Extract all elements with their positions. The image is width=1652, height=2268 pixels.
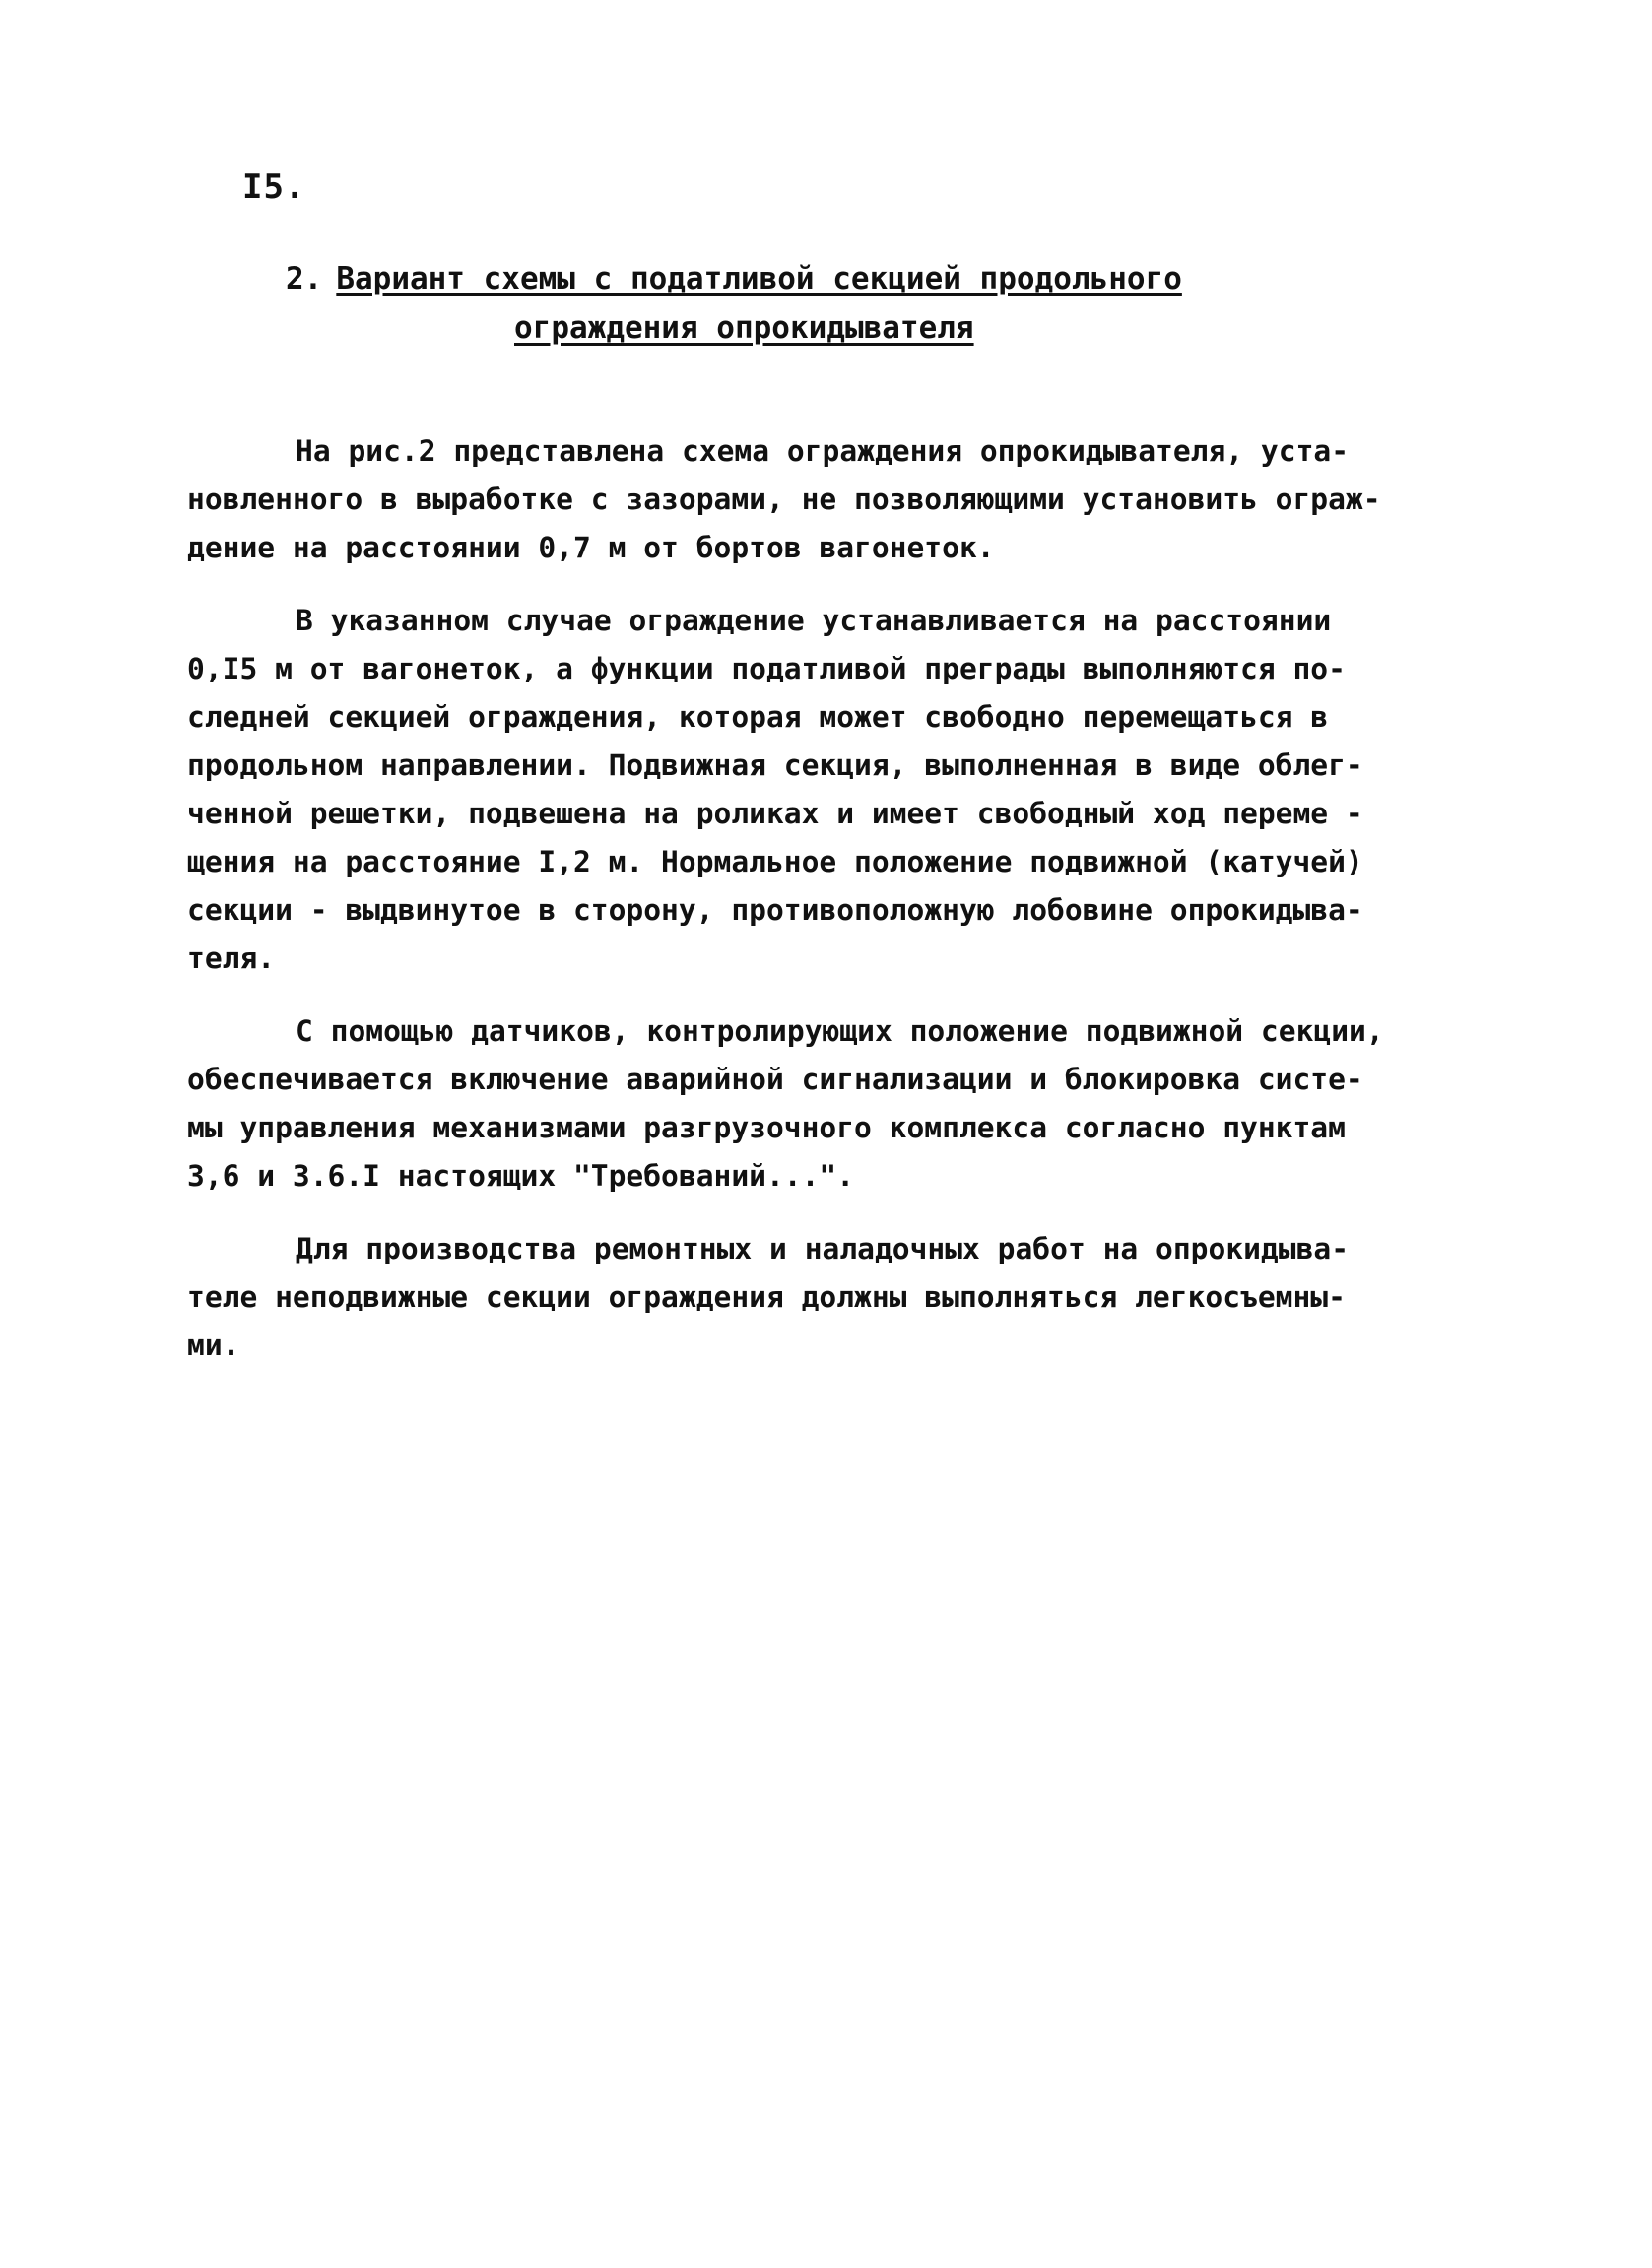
paragraph-1 (187, 427, 1497, 572)
text-line: мы управления механизмами разгрузочного комплекса согласно пунктам (187, 1111, 1346, 1144)
text-line: щения на расстояние I,2 м. Нормальное положение подвижной (катучей) (187, 845, 1363, 878)
text-line: продольном направлении. Подвижная секция, выполненная в виде облег- (187, 748, 1363, 782)
section-number: 2. (286, 261, 323, 296)
text-line: ми. (187, 1328, 240, 1362)
text-line: На рис.2 представлена схема ограждения опрокидывателя, уста- (296, 434, 1350, 468)
text-line: 3,6 и 3.6.I настоящих "Требований...". (187, 1159, 855, 1193)
text-line: ченной решетки, подвешена на роликах и имеет свободный ход переме - (187, 797, 1363, 830)
text-line: дение на расстоянии 0,7 м от бортов вагонеток. (187, 531, 995, 564)
text-line: С помощью датчиков, контролирующих положение подвижной секции, (296, 1014, 1384, 1048)
page-number: I5. (242, 167, 306, 207)
paragraph-2 (187, 597, 1497, 983)
text-line: новленного в выработке с зазорами, не позволяющими установить ограж- (187, 483, 1381, 516)
text-line: секции - выдвинутое в сторону, противоположную лобовине опрокидыва- (187, 893, 1363, 927)
text-line: В указанном случае ограждение устанавливается на расстоянии (296, 604, 1332, 637)
text-line: 0,I5 м от вагонеток, а функции податливой преграды выполняются по- (187, 652, 1346, 685)
section-heading (286, 254, 1271, 353)
text-line: обеспечивается включение аварийной сигнализации и блокировка систе- (187, 1063, 1363, 1096)
text-line: теле неподвижные секции ограждения должны выполняться легкосъемны- (187, 1280, 1346, 1314)
section-title-line-2: ограждения опрокидывателя (514, 310, 974, 346)
paragraph-3 (187, 1007, 1497, 1200)
text-line: теля. (187, 941, 276, 975)
section-title-line-1: Вариант схемы с податливой секцией продольного (336, 261, 1182, 296)
text-line: Для производства ремонтных и наладочных работ на опрокидыва- (296, 1232, 1350, 1265)
body-text (187, 427, 1497, 1394)
paragraph-4 (187, 1225, 1497, 1370)
text-line: следней секцией ограждения, которая может свободно перемещаться в (187, 700, 1329, 734)
